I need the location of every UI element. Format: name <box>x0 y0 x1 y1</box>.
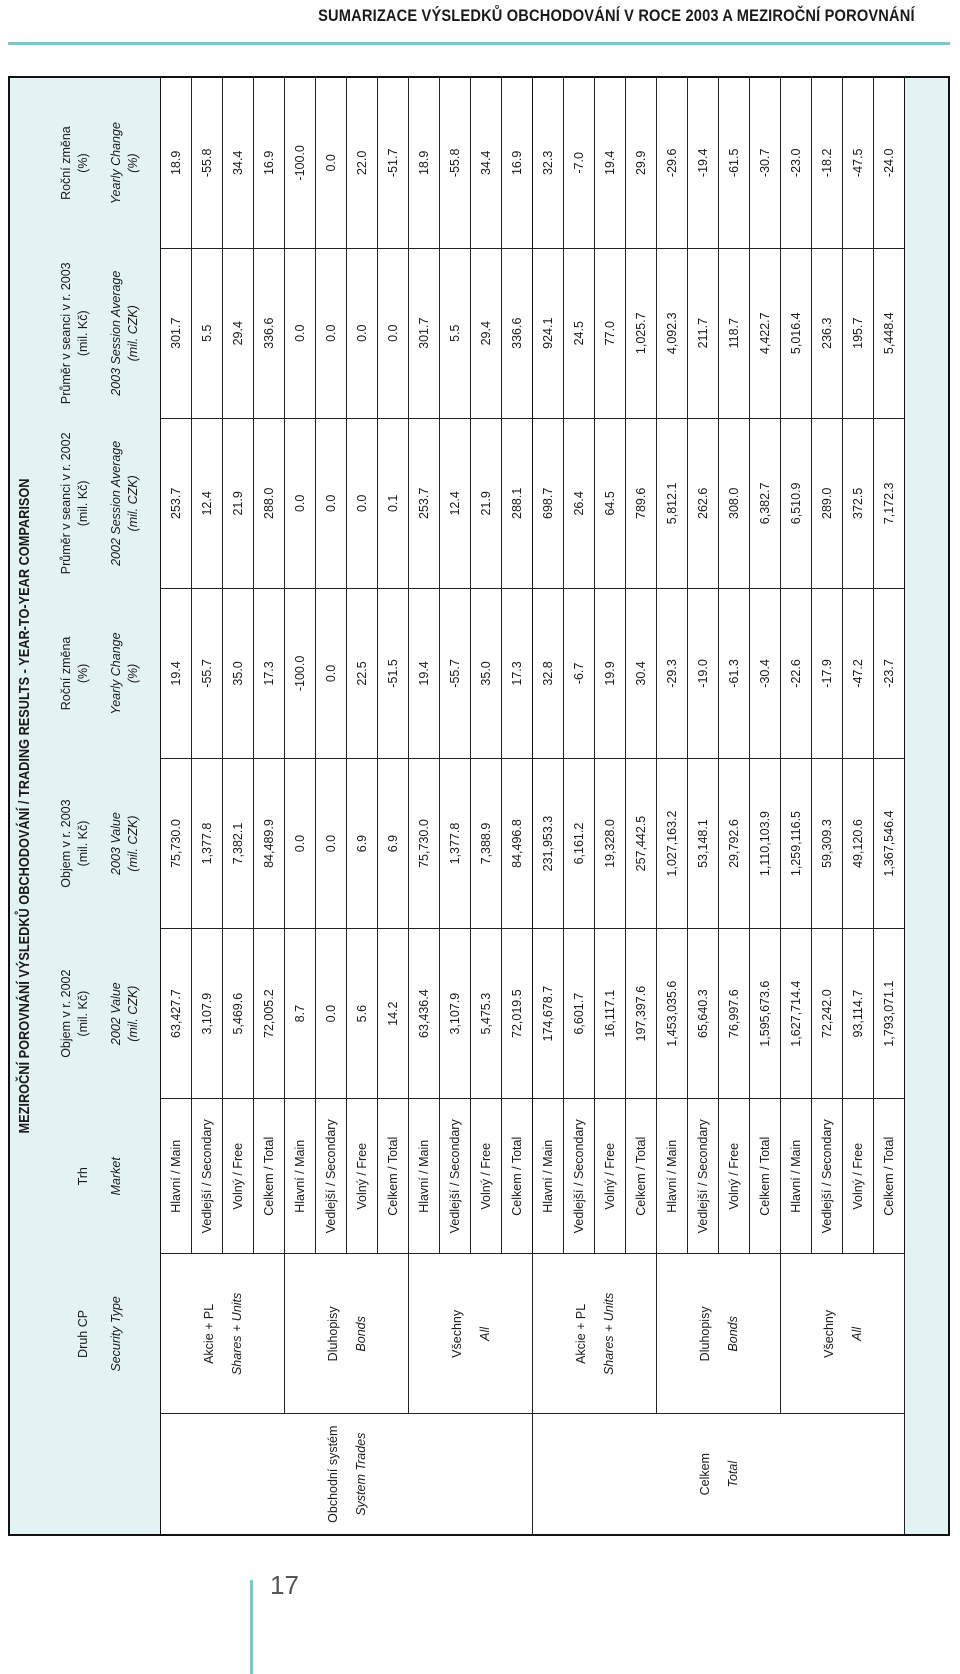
market-cell: Celkem / Total <box>378 1099 409 1254</box>
security-type-cell <box>533 1254 657 1414</box>
section-label-cz: Obchodní systém <box>325 1425 340 1523</box>
column-header-en: 2002 Session Average <box>109 440 123 566</box>
value-cell-ch2: 18.9 <box>161 78 192 248</box>
column-header <box>40 248 161 418</box>
column-header-en: 2003 Value <box>109 812 123 875</box>
value-cell-a2003: 77.0 <box>595 248 626 418</box>
value-cell-v2003: 19,328.0 <box>595 759 626 929</box>
value-cell-v2002: 1,627,714.4 <box>781 929 812 1099</box>
value-cell-v2003: 84,489.9 <box>254 759 285 929</box>
market-cell: Hlavní / Main <box>781 1099 812 1254</box>
value-cell-ch1: 35.0 <box>223 588 254 758</box>
value-cell-ch1: 19.9 <box>595 588 626 758</box>
value-cell-v2002: 63,427.7 <box>161 929 192 1099</box>
value-cell-ch2: 18.9 <box>409 78 440 248</box>
value-cell-v2002: 14.2 <box>378 929 409 1099</box>
value-cell-v2002: 1,453,035.6 <box>657 929 688 1099</box>
value-cell-ch2: -55.8 <box>192 78 223 248</box>
value-cell-v2002: 16,117.1 <box>595 929 626 1099</box>
market-cell: Vedlejší / Secondary <box>564 1099 595 1254</box>
market-cell: Vedlejší / Secondary <box>812 1099 843 1254</box>
value-cell-ch1: 17.3 <box>254 588 285 758</box>
security-type-en: Shares + Units <box>229 1292 244 1376</box>
security-type-cell <box>285 1254 409 1414</box>
value-cell-ch1: 19.4 <box>409 588 440 758</box>
value-cell-a2002: 253.7 <box>409 418 440 588</box>
value-cell-v2002: 6,601.7 <box>564 929 595 1099</box>
value-cell-a2002: 308.0 <box>719 418 750 588</box>
section-label-cell <box>533 1414 905 1534</box>
column-header <box>40 78 161 248</box>
value-cell-ch2: 0.0 <box>316 78 347 248</box>
page-number: 17 <box>270 1570 299 1600</box>
column-header-cz2: (mil. Kč) <box>76 480 90 527</box>
value-cell-a2003: 236.3 <box>812 248 843 418</box>
table-row <box>657 78 688 1534</box>
value-cell-v2002: 63,436.4 <box>409 929 440 1099</box>
value-cell-a2003: 0.0 <box>285 248 316 418</box>
value-cell-a2003: 336.6 <box>502 248 533 418</box>
value-cell-ch1: -51.5 <box>378 588 409 758</box>
value-cell-v2002: 197,397.6 <box>626 929 657 1099</box>
column-header-en: Security Type <box>109 1296 123 1372</box>
column-header-en2: (mil. CZK) <box>126 815 140 872</box>
value-cell-a2003: 118.7 <box>719 248 750 418</box>
value-cell-v2003: 6.9 <box>347 759 378 929</box>
column-header-cz2: (%) <box>76 153 90 173</box>
value-cell-a2002: 5,812.1 <box>657 418 688 588</box>
value-cell-v2002: 72,019.5 <box>502 929 533 1099</box>
market-cell: Hlavní / Main <box>657 1099 688 1254</box>
market-cell: Vedlejší / Secondary <box>688 1099 719 1254</box>
value-cell-a2002: 288.0 <box>254 418 285 588</box>
value-cell-ch1: 35.0 <box>471 588 502 758</box>
security-type-cz: Akcie + PL <box>201 1303 216 1364</box>
value-cell-v2003: 75,730.0 <box>161 759 192 929</box>
column-header <box>40 588 161 758</box>
section-label-cz: Celkem <box>697 1453 712 1496</box>
column-header-cz: Roční změna <box>59 636 73 711</box>
value-cell-a2003: 4,422.7 <box>750 248 781 418</box>
page-header-title: SUMARIZACE VÝSLEDKŮ OBCHODOVÁNÍ V ROCE 2003 A MEZIROČNÍ POROVNÁNÍ <box>318 6 915 25</box>
column-header <box>40 1414 161 1534</box>
table-title: MEZIROČNÍ POROVNÁNÍ VÝSLEDKŮ OBCHODOVÁNÍ / TRADING RESULTS - YEAR-TO-YEAR COMPARISON <box>10 187 41 1425</box>
value-cell-ch1: -29.3 <box>657 588 688 758</box>
market-cell: Volný / Free <box>223 1099 254 1254</box>
security-type-en: All <box>849 1326 864 1341</box>
value-cell-ch1: -55.7 <box>192 588 223 758</box>
value-cell-v2003: 53,148.1 <box>688 759 719 929</box>
value-cell-v2002: 3,107.9 <box>440 929 471 1099</box>
value-cell-a2003: 5,448.4 <box>874 248 905 418</box>
value-cell-a2003: 29.4 <box>471 248 502 418</box>
column-header <box>40 929 161 1099</box>
market-cell: Hlavní / Main <box>285 1099 316 1254</box>
value-cell-v2002: 8.7 <box>285 929 316 1099</box>
value-cell-v2002: 93,114.7 <box>843 929 874 1099</box>
value-cell-ch2: 16.9 <box>502 78 533 248</box>
column-header-en: Yearly Change <box>109 632 123 715</box>
value-cell-v2002: 65,640.3 <box>688 929 719 1099</box>
results-table <box>40 78 905 1534</box>
market-cell: Volný / Free <box>347 1099 378 1254</box>
table-row <box>161 78 192 1534</box>
value-cell-ch2: 34.4 <box>471 78 502 248</box>
value-cell-v2003: 0.0 <box>285 759 316 929</box>
table-row <box>409 78 440 1534</box>
value-cell-v2003: 1,027,163.2 <box>657 759 688 929</box>
column-header-cz2: (mil. Kč) <box>76 820 90 867</box>
security-type-cell <box>657 1254 781 1414</box>
value-cell-v2003: 59,309.3 <box>812 759 843 929</box>
security-type-cz: Všechny <box>821 1309 836 1358</box>
value-cell-v2003: 49,120.6 <box>843 759 874 929</box>
column-header-en2: (mil. CZK) <box>126 475 140 532</box>
value-cell-v2003: 84,496.8 <box>502 759 533 929</box>
column-header-cz: Druh CP <box>76 1309 90 1358</box>
value-cell-a2003: 336.6 <box>254 248 285 418</box>
value-cell-v2003: 6,161.2 <box>564 759 595 929</box>
value-cell-v2002: 1,595,673.6 <box>750 929 781 1099</box>
market-cell: Celkem / Total <box>502 1099 533 1254</box>
value-cell-a2002: 21.9 <box>223 418 254 588</box>
value-cell-ch1: 19.4 <box>161 588 192 758</box>
security-type-en: Bonds <box>353 1316 368 1352</box>
market-cell: Celkem / Total <box>254 1099 285 1254</box>
market-cell: Hlavní / Main <box>161 1099 192 1254</box>
value-cell-ch1: -30.4 <box>750 588 781 758</box>
value-cell-a2003: 5.5 <box>440 248 471 418</box>
column-header-en: Yearly Change <box>109 122 123 205</box>
value-cell-a2003: 301.7 <box>409 248 440 418</box>
value-cell-a2003: 5.5 <box>192 248 223 418</box>
value-cell-ch1: -19.0 <box>688 588 719 758</box>
value-cell-a2003: 4,092.3 <box>657 248 688 418</box>
market-cell: Hlavní / Main <box>409 1099 440 1254</box>
value-cell-ch1: -17.9 <box>812 588 843 758</box>
security-type-cell <box>161 1254 285 1414</box>
value-cell-ch1: -22.6 <box>781 588 812 758</box>
value-cell-v2002: 1,793,071.1 <box>874 929 905 1099</box>
section-label-en: System Trades <box>353 1432 368 1516</box>
page-number-rule <box>250 1580 253 1674</box>
value-cell-a2002: 262.6 <box>688 418 719 588</box>
column-header-en2: (%) <box>126 663 140 684</box>
value-cell-a2002: 26.4 <box>564 418 595 588</box>
value-cell-ch2: -29.6 <box>657 78 688 248</box>
value-cell-v2003: 75,730.0 <box>409 759 440 929</box>
value-cell-ch2: -7.0 <box>564 78 595 248</box>
column-header-cz: Objem v r. 2003 <box>59 799 73 888</box>
column-header-en2: (mil. CZK) <box>126 985 140 1042</box>
value-cell-a2003: 924.1 <box>533 248 564 418</box>
value-cell-a2002: 372.5 <box>843 418 874 588</box>
column-header-cz2: (%) <box>76 663 90 684</box>
table-frame <box>8 76 950 1536</box>
table-row <box>533 78 564 1534</box>
market-cell: Vedlejší / Secondary <box>316 1099 347 1254</box>
value-cell-v2002: 3,107.9 <box>192 929 223 1099</box>
value-cell-ch1: 32.8 <box>533 588 564 758</box>
value-cell-a2003: 1,025.7 <box>626 248 657 418</box>
value-cell-v2003: 1,110,103.9 <box>750 759 781 929</box>
value-cell-a2003: 29.4 <box>223 248 254 418</box>
value-cell-ch2: -19.4 <box>688 78 719 248</box>
value-cell-ch1: 0.0 <box>316 588 347 758</box>
value-cell-ch1: -55.7 <box>440 588 471 758</box>
market-cell: Celkem / Total <box>750 1099 781 1254</box>
value-cell-v2003: 0.0 <box>316 759 347 929</box>
security-type-cz: Všechny <box>449 1309 464 1358</box>
security-type-en: Bonds <box>725 1316 740 1352</box>
value-cell-ch1: -6.7 <box>564 588 595 758</box>
value-cell-a2003: 301.7 <box>161 248 192 418</box>
column-header-cz2: (mil. Kč) <box>76 990 90 1037</box>
section-label-cell <box>161 1414 533 1534</box>
value-cell-ch2: -30.7 <box>750 78 781 248</box>
column-header-en2: (mil. CZK) <box>126 305 140 362</box>
column-header-cz: Průměr v seanci v r. 2003 <box>59 262 73 405</box>
value-cell-ch2: 22.0 <box>347 78 378 248</box>
value-cell-ch1: -47.2 <box>843 588 874 758</box>
value-cell-ch1: -61.3 <box>719 588 750 758</box>
value-cell-ch2: -51.7 <box>378 78 409 248</box>
value-cell-ch2: -61.5 <box>719 78 750 248</box>
market-cell: Volný / Free <box>719 1099 750 1254</box>
value-cell-a2002: 789.6 <box>626 418 657 588</box>
value-cell-a2002: 64.5 <box>595 418 626 588</box>
value-cell-ch2: -24.0 <box>874 78 905 248</box>
value-cell-v2002: 0.0 <box>316 929 347 1099</box>
column-header-cz2: (mil. Kč) <box>76 310 90 357</box>
value-cell-a2002: 698.7 <box>533 418 564 588</box>
column-header-cz: Roční změna <box>59 126 73 200</box>
security-type-cz: Akcie + PL <box>573 1303 588 1364</box>
value-cell-v2003: 231,953.3 <box>533 759 564 929</box>
value-cell-a2002: 0.1 <box>378 418 409 588</box>
value-cell-ch2: 19.4 <box>595 78 626 248</box>
value-cell-ch2: 16.9 <box>254 78 285 248</box>
column-header-cz: Trh <box>76 1167 90 1186</box>
value-cell-ch1: -100.0 <box>285 588 316 758</box>
column-header <box>40 1099 161 1254</box>
security-type-cz: Dluhopisy <box>697 1306 712 1362</box>
value-cell-ch2: 34.4 <box>223 78 254 248</box>
header-row <box>40 78 161 1534</box>
security-type-en: All <box>477 1326 492 1341</box>
value-cell-ch2: -18.2 <box>812 78 843 248</box>
value-cell-v2002: 5.6 <box>347 929 378 1099</box>
section-label-en: Total <box>725 1460 740 1488</box>
value-cell-v2002: 76,997.6 <box>719 929 750 1099</box>
column-header-en2: (%) <box>126 153 140 173</box>
value-cell-v2003: 29,792.6 <box>719 759 750 929</box>
value-cell-a2002: 0.0 <box>347 418 378 588</box>
value-cell-v2002: 72,242.0 <box>812 929 843 1099</box>
value-cell-a2002: 253.7 <box>161 418 192 588</box>
security-type-cell <box>409 1254 533 1414</box>
column-header-en: Market <box>109 1157 123 1196</box>
value-cell-ch2: 32.3 <box>533 78 564 248</box>
value-cell-a2002: 12.4 <box>192 418 223 588</box>
value-cell-a2002: 289.0 <box>812 418 843 588</box>
value-cell-ch2: 29.9 <box>626 78 657 248</box>
column-header-cz: Průměr v seanci v r. 2002 <box>59 432 73 575</box>
value-cell-v2003: 6.9 <box>378 759 409 929</box>
market-cell: Hlavní / Main <box>533 1099 564 1254</box>
security-type-en: Shares + Units <box>601 1292 616 1376</box>
value-cell-a2003: 0.0 <box>316 248 347 418</box>
value-cell-a2002: 21.9 <box>471 418 502 588</box>
value-cell-ch2: -23.0 <box>781 78 812 248</box>
value-cell-v2003: 1,259,116.5 <box>781 759 812 929</box>
value-cell-a2003: 211.7 <box>688 248 719 418</box>
market-cell: Volný / Free <box>595 1099 626 1254</box>
rotated-table-container <box>10 78 948 1534</box>
value-cell-a2002: 12.4 <box>440 418 471 588</box>
column-header <box>40 759 161 929</box>
market-cell: Volný / Free <box>843 1099 874 1254</box>
column-header-en: 2002 Value <box>109 982 123 1046</box>
value-cell-v2003: 7,382.1 <box>223 759 254 929</box>
value-cell-ch2: -55.8 <box>440 78 471 248</box>
value-cell-v2002: 5,475.3 <box>471 929 502 1099</box>
value-cell-a2003: 195.7 <box>843 248 874 418</box>
value-cell-v2002: 5,469.6 <box>223 929 254 1099</box>
value-cell-a2002: 6,382.7 <box>750 418 781 588</box>
value-cell-a2003: 24.5 <box>564 248 595 418</box>
column-header-cz: Objem v r. 2002 <box>59 969 73 1058</box>
value-cell-a2003: 0.0 <box>378 248 409 418</box>
column-header <box>40 418 161 588</box>
value-cell-ch2: -47.5 <box>843 78 874 248</box>
market-cell: Celkem / Total <box>874 1099 905 1254</box>
market-cell: Celkem / Total <box>626 1099 657 1254</box>
table-row <box>781 78 812 1534</box>
value-cell-a2003: 0.0 <box>347 248 378 418</box>
value-cell-v2003: 1,377.8 <box>192 759 223 929</box>
value-cell-ch1: 30.4 <box>626 588 657 758</box>
value-cell-a2002: 0.0 <box>285 418 316 588</box>
value-cell-v2003: 257,442.5 <box>626 759 657 929</box>
market-cell: Vedlejší / Secondary <box>440 1099 471 1254</box>
value-cell-ch2: -100.0 <box>285 78 316 248</box>
value-cell-v2003: 1,377.8 <box>440 759 471 929</box>
value-cell-v2002: 72,005.2 <box>254 929 285 1099</box>
security-type-cz: Dluhopisy <box>325 1306 340 1362</box>
value-cell-a2003: 5,016.4 <box>781 248 812 418</box>
market-cell: Vedlejší / Secondary <box>192 1099 223 1254</box>
table-body <box>161 78 905 1534</box>
market-cell: Volný / Free <box>471 1099 502 1254</box>
value-cell-a2002: 7,172.3 <box>874 418 905 588</box>
value-cell-v2003: 1,367,546.4 <box>874 759 905 929</box>
value-cell-a2002: 6,510.9 <box>781 418 812 588</box>
value-cell-ch1: -23.7 <box>874 588 905 758</box>
column-header <box>40 1254 161 1414</box>
table-row <box>285 78 316 1534</box>
security-type-cell <box>781 1254 905 1414</box>
value-cell-a2002: 288.1 <box>502 418 533 588</box>
value-cell-v2003: 7,388.9 <box>471 759 502 929</box>
value-cell-a2002: 0.0 <box>316 418 347 588</box>
value-cell-ch1: 22.5 <box>347 588 378 758</box>
column-header-en: 2003 Session Average <box>109 270 123 396</box>
value-cell-ch1: 17.3 <box>502 588 533 758</box>
value-cell-v2002: 174,678.7 <box>533 929 564 1099</box>
header-divider <box>8 42 950 45</box>
